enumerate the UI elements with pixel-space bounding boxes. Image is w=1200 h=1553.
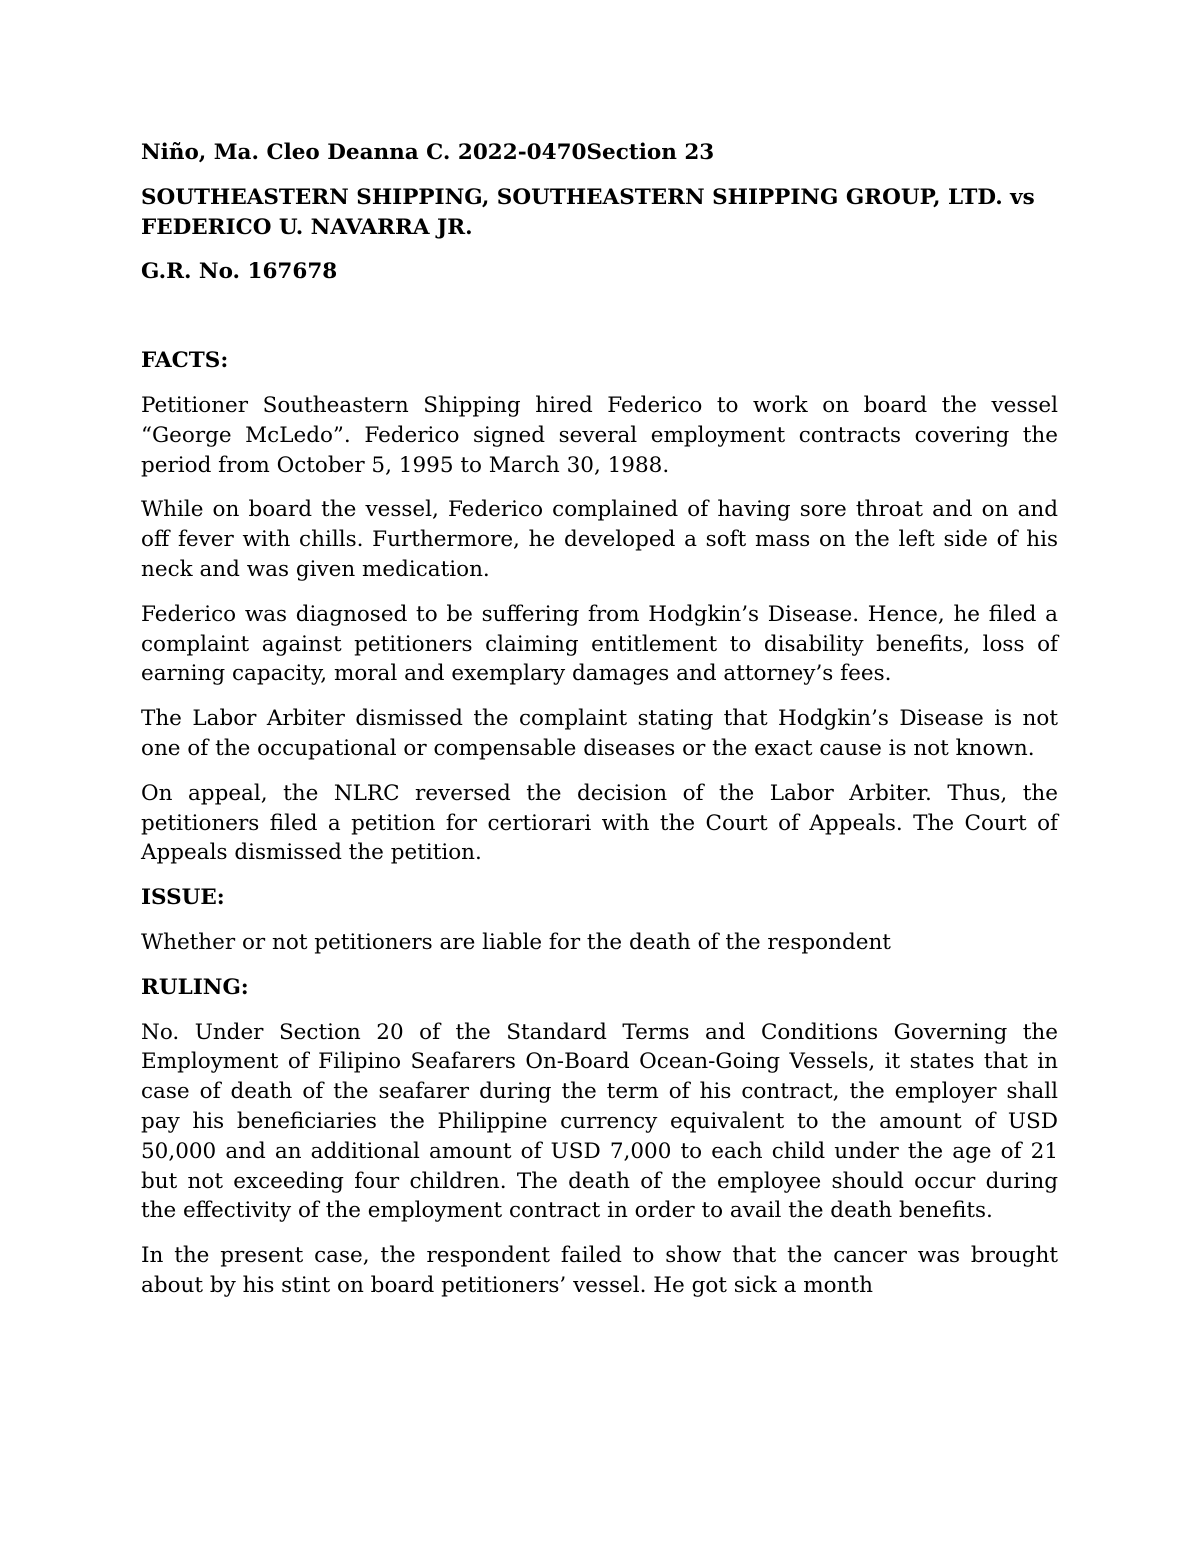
facts-paragraph-5: On appeal, the NLRC reversed the decision of the Labor Arbiter. Thus, the petitioners filed a petition for certiorari with the Court of Appeals. The Court of Appeals dismissed the petition. bbox=[141, 780, 1058, 866]
author-line: Niño, Ma. Cleo Deanna C. 2022-0470Section 23 bbox=[141, 140, 715, 165]
facts-paragraph-2: While on board the vessel, Federico complained of having sore throat and on and off fever with chills. Furthermore, he developed a soft mass on the left side of his neck and was given medication. bbox=[141, 497, 1058, 582]
issue-text: Whether or not petitioners are liable for the death of the respondent bbox=[141, 929, 891, 955]
facts-paragraph-4: The Labor Arbiter dismissed the complaint stating that Hodgkin’s Disease is not one of the occupational or compensable diseases or the exact cause is not known. bbox=[141, 706, 1058, 761]
blank-line bbox=[141, 302, 1058, 346]
gr-number: G.R. No. 167678 bbox=[141, 259, 338, 285]
ruling-heading: RULING: bbox=[141, 974, 249, 1000]
facts-heading: FACTS: bbox=[141, 348, 229, 374]
issue-heading: ISSUE: bbox=[141, 885, 225, 911]
facts-paragraph-3: Federico was diagnosed to be suffering from Hodgkin’s Disease. Hence, he filed a complaint against petitioners claiming entitlement to disability benefits, loss of earning capacity, moral and exemplary damages and attorney’s fees. bbox=[141, 601, 1058, 687]
ruling-paragraph-2: In the present case, the respondent failed to show that the cancer was brought about by his stint on board petitioners’ vessel. He got sick a month bbox=[141, 1243, 1058, 1298]
facts-paragraph-1: Petitioner Southeastern Shipping hired Federico to work on board the vessel “George McLedo”. Federico signed several employment contracts covering the period from October 5, 1995 to March 30, 1988. bbox=[141, 392, 1058, 478]
ruling-paragraph-1: No. Under Section 20 of the Standard Terms and Conditions Governing the Employment of Filipino Seafarers On-Board Ocean-Going Vessels, it states that in case of death of the seafarer during the term of his contract, the employer shall pay his beneficiaries the Philippine currency equivalent to the amount of USD 50,000 and an additional amount of USD 7,000 to each child under the age of 21 but not exceeding four children. The death of the employee should occur during the effectivity of the employment contract in order to avail the death benefits. bbox=[141, 1019, 1058, 1224]
case-title: SOUTHEASTERN SHIPPING, SOUTHEASTERN SHIPPING GROUP, LTD. vs FEDERICO U. NAVARRA JR. bbox=[141, 184, 1035, 240]
document-page bbox=[141, 138, 1058, 1316]
